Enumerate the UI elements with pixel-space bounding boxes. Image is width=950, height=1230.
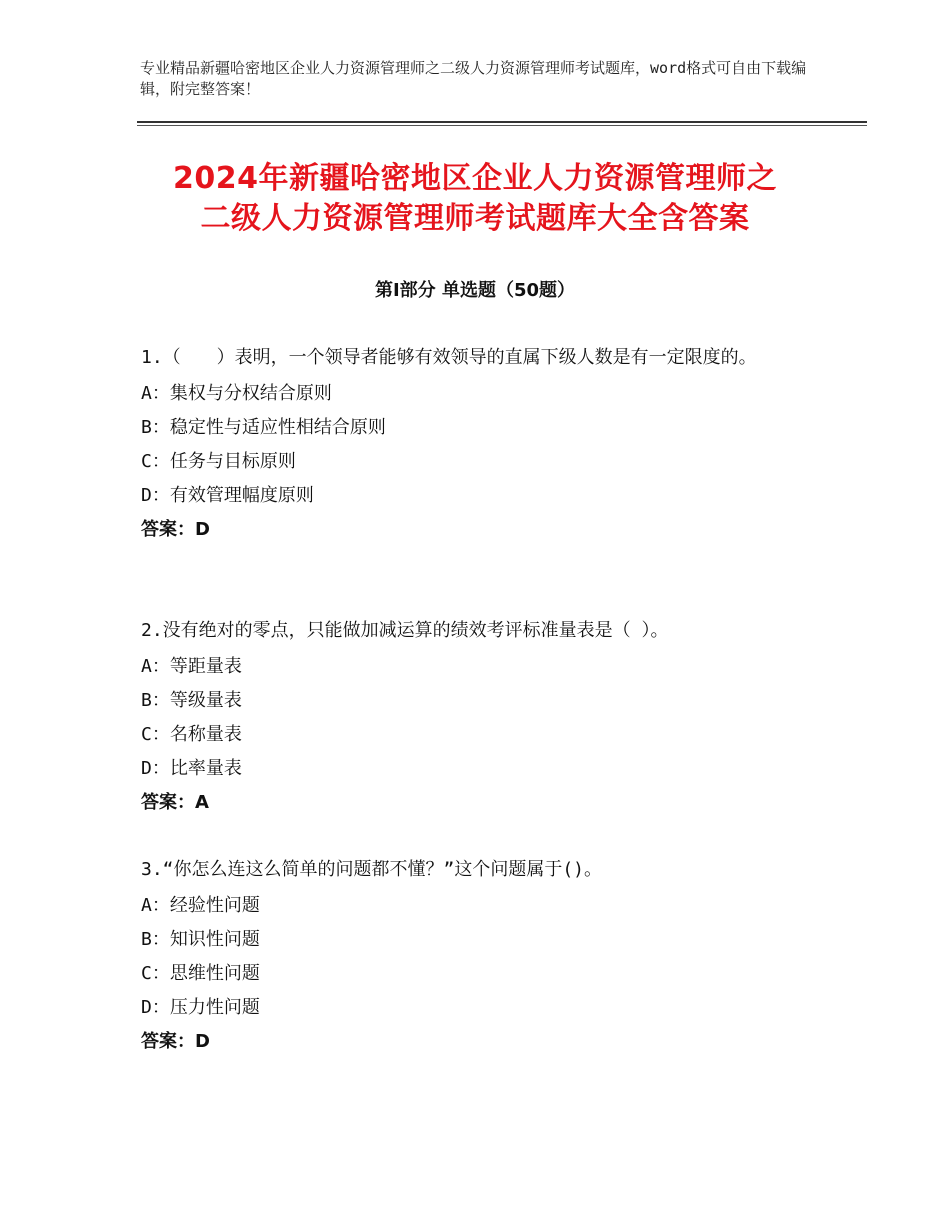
question-text: 2.没有绝对的零点，只能做加减运算的绩效考评标准量表是（ ）。 [141,620,669,641]
option-b: B：稳定性与适应性相结合原则 [141,417,386,438]
title-line-1: 2024年新疆哈密地区企业人力资源管理师之 [173,161,777,196]
option-b: B：知识性问题 [141,929,260,950]
title-line-2: 二级人力资源管理师考试题库大全含答案 [200,201,750,236]
header-divider-thin [137,125,867,126]
section-heading: 第Ⅰ部分 单选题（50题） [374,280,575,301]
option-a: A：经验性问题 [141,895,260,916]
answer: 答案：A [141,792,209,813]
option-a: A：集权与分权结合原则 [141,383,332,404]
document-title [110,159,840,239]
option-d: D：比率量表 [141,758,242,779]
option-d: D：压力性问题 [141,997,260,1018]
option-c: C：名称量表 [141,724,242,745]
option-c: C：任务与目标原则 [141,451,296,472]
option-b: B：等级量表 [141,690,242,711]
answer: 答案：D [141,519,210,540]
question-text: 3.“你怎么连这么简单的问题都不懂？”这个问题属于()。 [141,859,603,880]
header-divider [137,121,867,123]
question-1 [141,343,811,547]
question-3 [141,855,811,1059]
question-text: 1.（ ）表明，一个领导者能够有效领导的直属下级人数是有一定限度的。 [141,347,757,368]
answer: 答案：D [141,1031,210,1052]
header-note: 专业精品新疆哈密地区企业人力资源管理师之二级人力资源管理师考试题库，word格式可自由下载编辑，附完整答案！ [140,59,807,98]
option-d: D：有效管理幅度原则 [141,485,314,506]
option-a: A：等距量表 [141,656,242,677]
option-c: C：思维性问题 [141,963,260,984]
question-2 [141,616,811,820]
